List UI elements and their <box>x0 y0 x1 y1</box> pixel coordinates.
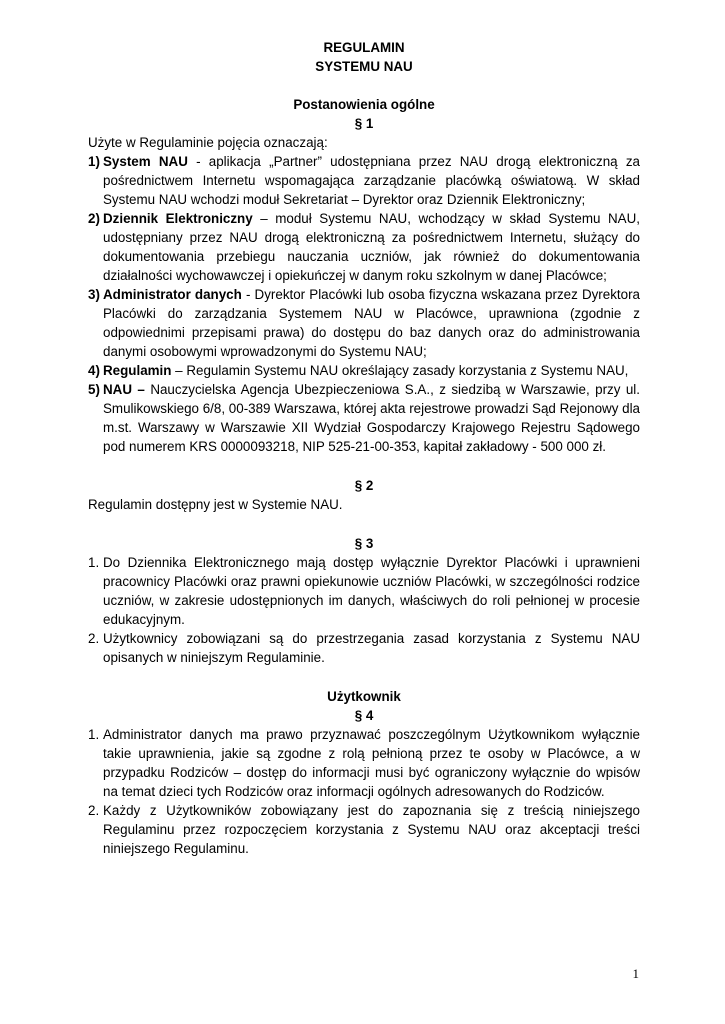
definition-number: 5) <box>88 382 100 397</box>
definition-text: - aplikacja „Partner” udostępniana przez NAU drogą elektroniczną za pośrednictwem Internetu wspomagająca zarządzanie placówką oświatową. W skład Systemu NAU wchodzi moduł Sekretariat – Dyrektor oraz Dziennik Elektroniczny; <box>103 154 640 207</box>
definition-item <box>88 209 640 285</box>
definition-text: Nauczycielska Agencja Ubezpieczeniowa S.A., z siedzibą w Warszawie, przy ul. Smulikowskiego 6/8, 00-389 Warszawa, której akta rejestrowe prowadzi Sąd Rejonowy dla m.st. Warszawy w Warszawie XII Wydział Gospodarczy Krajowego Rejestru Sądowego pod numerem KRS 0000093218, NIP 525-21-00-353, kapitał zakładowy - 500 000 zł. <box>103 382 640 454</box>
definition-number: 3) <box>88 287 100 302</box>
definition-term: System NAU <box>103 154 188 169</box>
item-text: Do Dziennika Elektronicznego mają dostęp wyłącznie Dyrektor Placówki i uprawnieni pracownicy Placówki oraz prawni opiekunowie uczniów Placówki, w szczególności rodzice uczniów, w zakresie udostępnionych im danych, właściwych do roli pełnionej w procesie edukacyjnym. <box>103 555 640 627</box>
definition-term: Administrator danych <box>103 287 242 302</box>
item-number: 1. <box>88 555 100 570</box>
item-text: Każdy z Użytkowników zobowiązany jest do zapoznania się z treścią niniejszego Regulaminu przez rozpoczęciem korzystania z Systemu NAU oraz akceptacji treści niniejszego Regulaminu. <box>103 803 640 856</box>
definitions-intro: Użyte w Regulaminie pojęcia oznaczają: <box>88 135 328 150</box>
document-title-line2: SYSTEMU NAU <box>315 59 413 74</box>
item-number: 1. <box>88 727 100 742</box>
definition-text: – moduł Systemu NAU, wchodzący w skład Systemu NAU, udostępniany przez NAU drogą elektroniczną za pośrednictwem Internetu, służący do dokumentowania przebiegu nauczania uczniów, jak również do dokumentowania działalności wychowawczej i opiekuńczej w danym roku szkolnym w danej Placówce; <box>103 211 640 283</box>
section-4-mark: § 4 <box>354 708 374 723</box>
definition-number: 1) <box>88 154 100 169</box>
definition-text: – Regulamin Systemu NAU określający zasady korzystania z Systemu NAU, <box>171 363 629 378</box>
item-text: Administrator danych ma prawo przyznawać poszczególnym Użytkownikom wyłącznie takie uprawnienia, jakie są zgodne z rolą pełnioną przez te osoby w Placówce, a w przypadku Rodziców – dostęp do informacji musi być ograniczony wyłącznie do wpisów na temat dzieci tych Rodziców oraz informacji ogólnych adresowanych do Rodziców. <box>103 727 640 799</box>
general-heading: Postanowienia ogólne <box>293 97 435 112</box>
item-number: 2. <box>88 631 100 646</box>
section-1-mark: § 1 <box>354 116 374 131</box>
definition-item <box>88 380 640 456</box>
section-3-mark: § 3 <box>354 536 374 551</box>
definition-item <box>88 285 640 361</box>
item-text: Użytkownicy zobowiązani są do przestrzegania zasad korzystania z Systemu NAU opisanych w niniejszym Regulaminie. <box>103 631 640 665</box>
section-3-list <box>88 553 640 667</box>
definition-term: Regulamin <box>103 363 172 378</box>
definition-item <box>88 152 640 209</box>
list-item <box>88 725 640 801</box>
definition-number: 4) <box>88 363 100 378</box>
page-number: 1 <box>632 966 639 981</box>
list-item <box>88 629 640 667</box>
definition-term: Dziennik Elektroniczny <box>103 211 253 226</box>
list-item <box>88 553 640 629</box>
section-2-text: Regulamin dostępny jest w Systemie NAU. <box>88 497 343 512</box>
definition-text: - Dyrektor Placówki lub osoba fizyczna wskazana przez Dyrektora Placówki do zarządzania Systemem NAU w Placówce, uprawniona (zgodnie z odpowiednimi przepisami prawa) do dostępu do baz danych oraz do administrowania danymi osobowymi wprowadzonymi do Systemu NAU; <box>103 287 640 359</box>
section-2-mark: § 2 <box>354 478 374 493</box>
definition-term: NAU – <box>103 382 145 397</box>
definition-number: 2) <box>88 211 100 226</box>
list-item <box>88 801 640 858</box>
item-number: 2. <box>88 803 100 818</box>
document-title-line1: REGULAMIN <box>323 40 405 55</box>
user-heading: Użytkownik <box>327 689 401 704</box>
definition-item <box>88 361 640 380</box>
definitions-list <box>88 152 640 456</box>
document-page <box>88 38 640 858</box>
section-4-list <box>88 725 640 858</box>
